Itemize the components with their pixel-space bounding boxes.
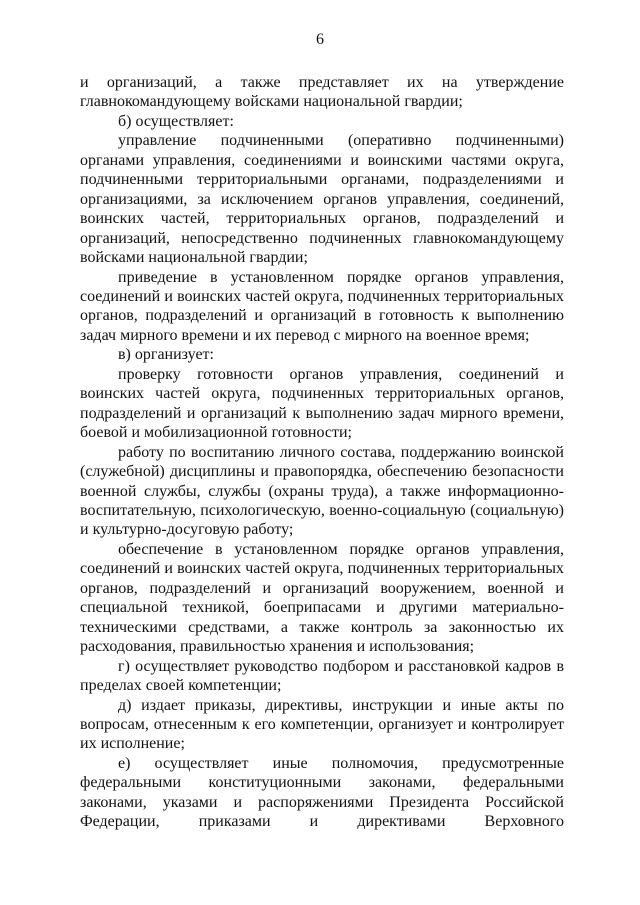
paragraph-item-b: б) осуществляет: bbox=[118, 112, 234, 130]
paragraph-item-v: в) организует: bbox=[118, 346, 214, 364]
paragraph-item-d: д) издает приказы, директивы, инструкции и иные акты по вопросам, отнесенным к его компетенции, организует и контролирует их исполнение; bbox=[80, 696, 564, 753]
document-body bbox=[80, 73, 564, 832]
paragraph-item-e: е) осуществляет иные полномочия, предусмотренные федеральными конституционными законами, федеральными законами, указами и распоряжениями Президента Российской Федерации, приказами и директивами Верховного bbox=[80, 754, 564, 831]
paragraph-item-g: г) осуществляет руководство подбором и расстановкой кадров в пределах своей компетенции; bbox=[80, 657, 564, 695]
paragraph-continuation: и организаций, а также представляет их на утверждение главнокомандующему войсками национальной гвардии; bbox=[80, 74, 564, 111]
page-number: 6 bbox=[316, 31, 324, 48]
paragraph-management: управление подчиненными (оперативно подчиненными) органами управления, соединениями и воинскими частями округа, подчиненными территориальными органами, подразделениями и организациями, за исключением органов управления, соединений, воинских частей, территориальных органов, подразделений и организаций, непосредственно подчиненных главнокомандующему войсками национальной гвардии; bbox=[80, 132, 564, 267]
paragraph-education: работу по воспитанию личного состава, поддержанию воинской (служебной) дисциплины и правопорядка, обеспечению безопасности военной службы, службы (охраны труда), а также информационно-воспитательную, психологическую, военно-социальную (социальную) и культурно-досуговую работу; bbox=[80, 443, 564, 539]
paragraph-supply: обеспечение в установленном порядке органов управления, соединений и воинских частей округа, подчиненных территориальных органов, подразделений и организаций вооружением, военной и специальной техникой, боеприпасами и другими материально-техническими средствами, а также контроль за законностью их расходования, правильностью хранения и использования; bbox=[80, 540, 564, 656]
paragraph-inspection: проверку готовности органов управления, соединений и воинских частей округа, подчиненных территориальных органов, подразделений и организаций к выполнению задач мирного времени, боевой и мобилизационной готовности; bbox=[80, 365, 564, 442]
paragraph-readiness: приведение в установленном порядке органов управления, соединений и воинских частей округа, подчиненных территориальных органов, подразделений и организаций в готовность к выполнению задач мирного времени и их перевод с мирного на военное время; bbox=[80, 268, 564, 344]
